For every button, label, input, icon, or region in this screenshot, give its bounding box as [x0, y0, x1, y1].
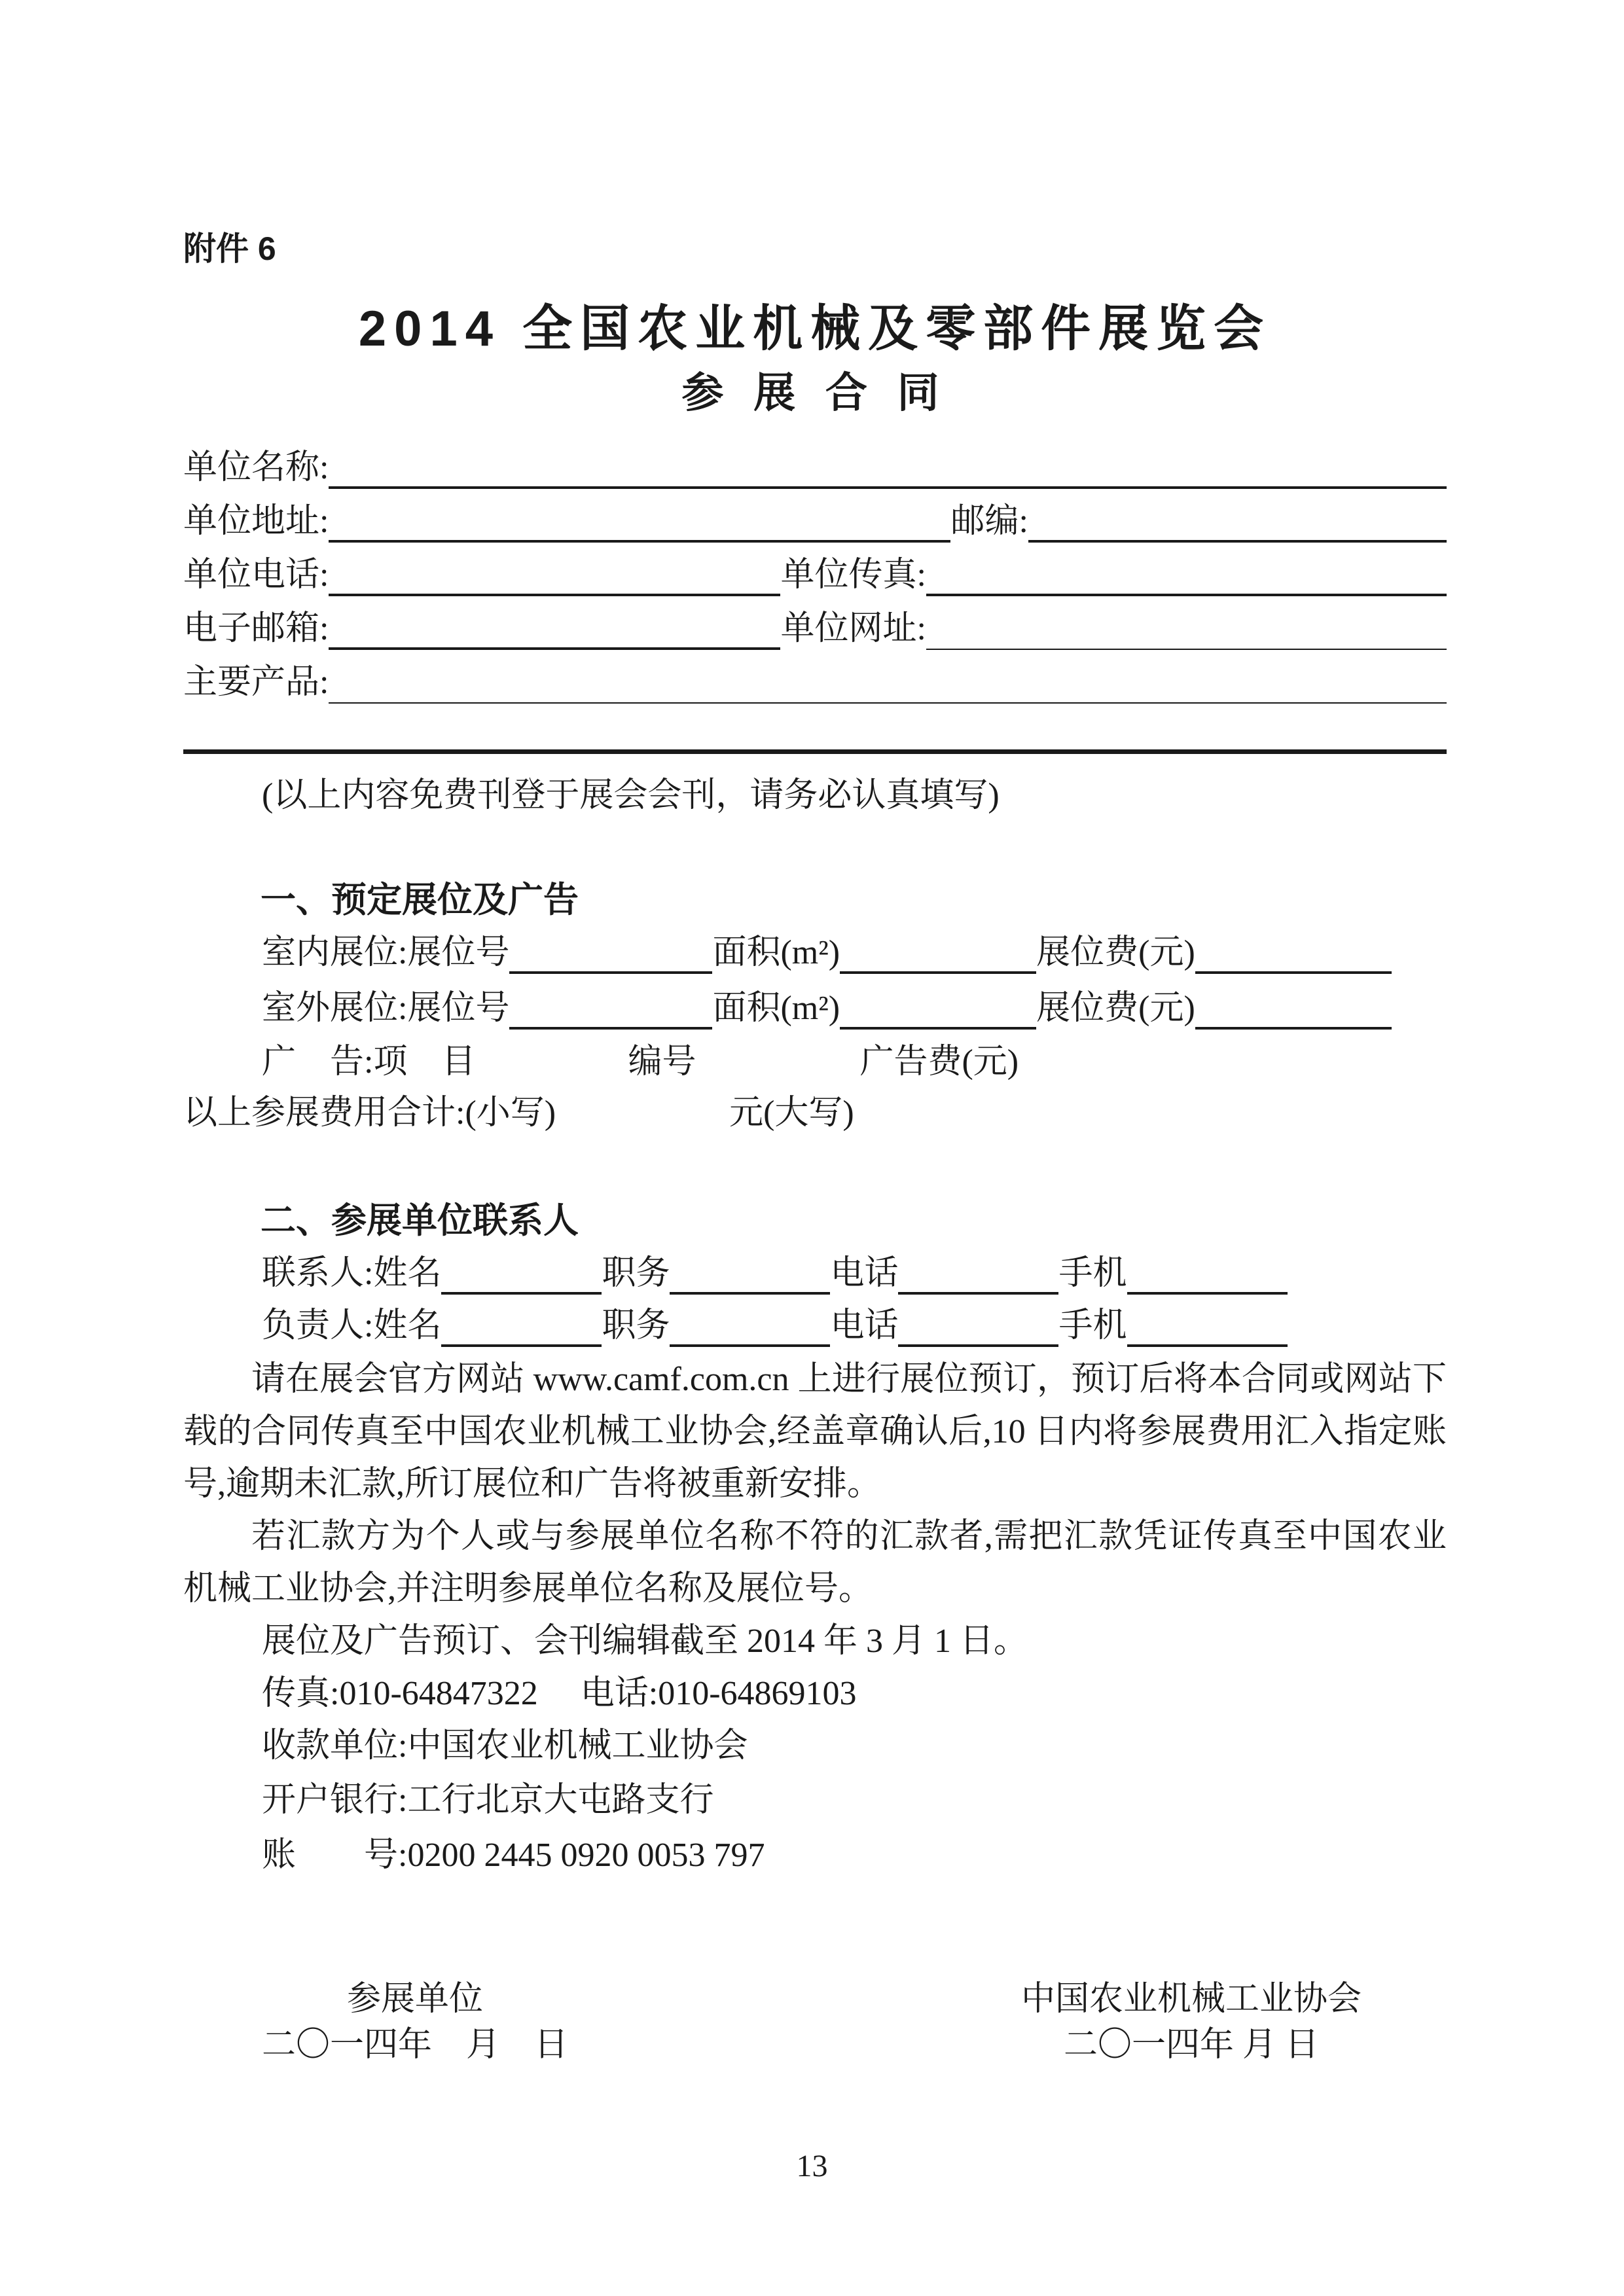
- contact-mobile-blank-line: [1127, 1285, 1288, 1295]
- zip-code-blank-line: [1028, 533, 1447, 543]
- exhibitor-signature: [262, 1977, 568, 2068]
- indoor-booth-number-blank-line: [509, 965, 712, 974]
- advertisement-row: [262, 1037, 1447, 1086]
- exhibitor-signature-org: 参展单位: [347, 1981, 484, 2018]
- manager-phone-label: 电话: [830, 1307, 899, 1344]
- manager-name-label: 负责人:姓名: [262, 1307, 442, 1344]
- association-signature-org: 中国农业机械工业协会: [1020, 1981, 1362, 2018]
- manager-job-label: 职务: [602, 1307, 670, 1344]
- total-fee-label: 以上参展费用合计:(小写): [183, 1094, 556, 1132]
- booking-instructions-paragraph: 请在展会官方网站 www.camf.com.cn 上进行展位预订，预订后将本合同或网站下载的合同传真至中国农业机械工业协会,经盖章确认后,10 日内将参展费用汇入指定账号,逾期未汇款,所订展位和广告将被重新安排。: [183, 1361, 1447, 1503]
- bank-line: 开户银行:工行北京大屯路支行: [262, 1782, 714, 1819]
- outdoor-area-blank-line: [840, 1020, 1036, 1030]
- contact-name-label: 联系人:姓名: [262, 1255, 442, 1292]
- indoor-booth-label: 室内展位:展位号: [262, 934, 510, 971]
- company-name-blank-line: [329, 480, 1447, 489]
- attachment-label: 附件 6: [183, 230, 276, 267]
- outdoor-area-label: 面积(m²): [712, 990, 840, 1027]
- company-phone-row: [183, 543, 1447, 596]
- company-info-form: [183, 435, 1447, 704]
- association-signature-date: 二〇一四年 月 日: [1063, 2026, 1319, 2064]
- indoor-area-label: 面积(m²): [712, 934, 840, 971]
- exhibitor-signature-date: 二〇一四年 月 日: [262, 2026, 569, 2064]
- manager-job-blank-line: [670, 1338, 830, 1347]
- manager-mobile-label: 手机: [1058, 1307, 1127, 1344]
- outdoor-booth-row: [262, 974, 1447, 1030]
- contact-person-row: [262, 1244, 1447, 1295]
- company-email-row: [183, 596, 1447, 650]
- manager-person-row: [262, 1295, 1447, 1347]
- company-address-row: [183, 489, 1447, 543]
- indoor-fee-label: 展位费(元): [1036, 934, 1195, 971]
- remittance-note-paragraph: 若汇款方为个人或与参展单位名称不符的汇款者,需把汇款凭证传真至中国农业机械工业协会,并注明参展单位名称及展位号。: [183, 1518, 1447, 1607]
- main-products-label: 主要产品:: [183, 664, 329, 701]
- ad-item-label: 广 告:项 目: [262, 1043, 476, 1081]
- manager-phone-blank-line: [898, 1338, 1058, 1347]
- company-address-label: 单位地址:: [183, 503, 329, 540]
- contact-job-blank-line: [670, 1285, 830, 1295]
- company-phone-label: 单位电话:: [183, 556, 329, 594]
- outdoor-booth-label: 室外展位:展位号: [262, 990, 510, 1027]
- document-title: 2014 全国农业机械及零部件展览会: [358, 301, 1272, 357]
- company-name-row: [183, 435, 1447, 489]
- indoor-area-blank-line: [840, 965, 1036, 974]
- payee-line: 收款单位:中国农业机械工业协会: [262, 1727, 748, 1765]
- main-products-blank-line: [329, 696, 1447, 704]
- main-products-row: [183, 650, 1447, 704]
- document-subtitle: 参 展 合 同: [681, 369, 948, 416]
- company-fax-blank-line: [926, 587, 1447, 596]
- company-fax-label: 单位传真:: [780, 556, 926, 594]
- ad-fee-label: 广告费(元): [859, 1043, 1019, 1081]
- contact-phone-label: 电话: [830, 1255, 899, 1292]
- company-address-blank-line: [329, 533, 950, 543]
- ad-number-label: 编号: [628, 1043, 696, 1081]
- page-number: 13: [796, 2149, 828, 2183]
- outdoor-fee-blank-line: [1195, 1020, 1392, 1030]
- signature-block: [262, 1977, 1362, 2068]
- company-website-label: 单位网址:: [780, 610, 926, 647]
- indoor-fee-blank-line: [1195, 965, 1392, 974]
- zip-code-label: 邮编:: [950, 503, 1028, 540]
- contact-job-label: 职务: [602, 1255, 670, 1292]
- section-1-heading: 一、预定展位及广告: [261, 880, 579, 920]
- outdoor-booth-number-blank-line: [509, 1020, 712, 1030]
- company-phone-blank-line: [329, 587, 780, 596]
- account-number-line: 账 号:0200 2445 0920 0053 797: [262, 1837, 765, 1874]
- document-content: [0, 229, 1624, 2068]
- contact-mobile-label: 手机: [1058, 1255, 1127, 1292]
- company-name-label: 单位名称:: [183, 449, 329, 486]
- fax-phone-line: 传真:010-64847322 电话:010-64869103: [262, 1675, 857, 1712]
- section-2-heading: 二、参展单位联系人: [261, 1201, 579, 1240]
- company-email-blank-line: [329, 641, 780, 650]
- company-email-label: 电子邮箱:: [183, 610, 329, 647]
- terms-paragraphs: [183, 1354, 1447, 1882]
- deadline-line: 展位及广告预订、会刊编辑截至 2014 年 3 月 1 日。: [262, 1623, 1028, 1660]
- company-website-blank-line: [926, 642, 1447, 650]
- manager-mobile-blank-line: [1127, 1338, 1288, 1347]
- indoor-booth-row: [262, 923, 1447, 974]
- form-fill-note: (以上内容免费刊登于展会会刊，请务必认真填写): [262, 777, 1000, 814]
- outdoor-fee-label: 展位费(元): [1036, 990, 1195, 1027]
- association-signature: [1021, 1977, 1362, 2068]
- section-divider-rule: [183, 749, 1447, 754]
- total-fee-words-label: 元(大写): [729, 1094, 854, 1132]
- total-fee-row: [183, 1088, 1447, 1138]
- contact-name-blank-line: [441, 1285, 602, 1295]
- contact-phone-blank-line: [898, 1285, 1058, 1295]
- manager-name-blank-line: [441, 1338, 602, 1347]
